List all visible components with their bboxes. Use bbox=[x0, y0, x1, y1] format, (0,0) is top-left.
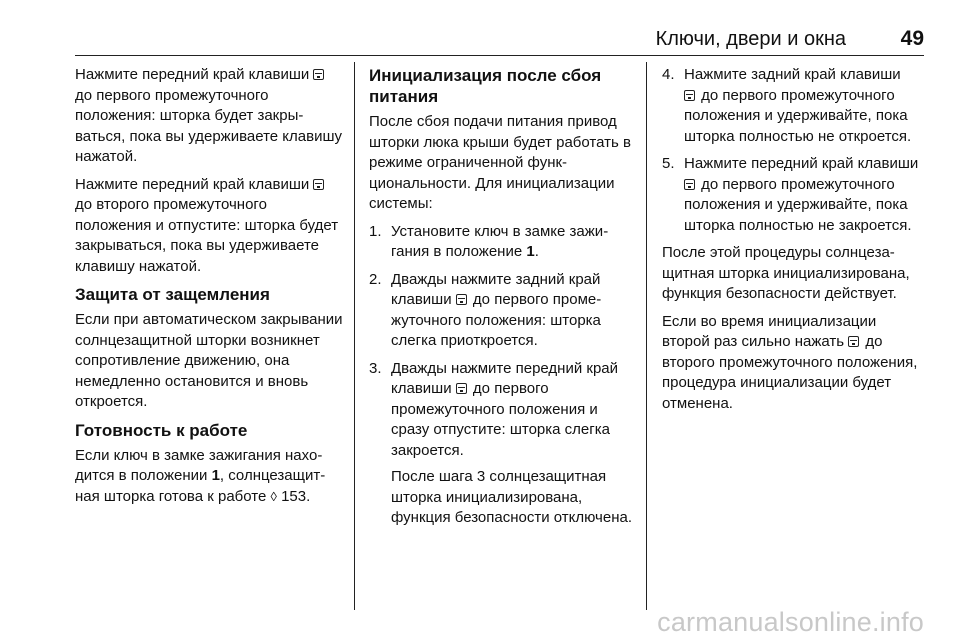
sunshade-switch-icon bbox=[456, 383, 467, 394]
step-note: После шага 3 солнцезащитная шторка инициализирована, функция безопасности отключена. bbox=[391, 468, 633, 526]
list-item: 1. Установите ключ в замке зажигания в положение 1. bbox=[369, 222, 609, 260]
column-divider-2 bbox=[646, 62, 647, 610]
initialization-steps-continued bbox=[662, 65, 928, 236]
initialization-steps bbox=[369, 222, 633, 529]
column-divider-1 bbox=[354, 62, 355, 610]
paragraph-after-procedure: После этой процедуры солнцезащитная шторка инициализирована, функция безопасности действует. bbox=[662, 244, 910, 302]
page-header bbox=[75, 28, 924, 50]
page-reference-icon: ◊ bbox=[270, 488, 277, 504]
sunshade-switch-icon bbox=[313, 69, 324, 80]
header-rule bbox=[75, 55, 924, 56]
paragraph-close-intermediate: Нажмите передний край клавиши до первого промежуточного положения: шторка будет закрываться, пока вы удерживаете клавишу нажатой. bbox=[75, 66, 342, 165]
paragraph-close-second: Нажмите передний край клавиши до второго промежуточного положения и отпустите: шторка будет закрываться, пока вы удерживаете клавишу нажатой. bbox=[75, 175, 339, 275]
paragraph-pinch-protection: Если при автоматическом закрывании солнцезащитной шторки возникнет сопротивление движению, она немедленно остановится и вновь откроется. bbox=[75, 311, 343, 410]
page-reference-link[interactable]: 153. bbox=[276, 487, 311, 505]
paragraph-cancel-initialization: Если во время инициализации второй раз сильно нажать до второго промежуточного положения, процедура инициализации будет отменена. bbox=[662, 312, 918, 412]
sunshade-switch-icon bbox=[456, 294, 467, 305]
paragraph-readiness: Если ключ в замке зажигания находится в положении 1, солнцезащитная шторка готова к работе ◊ 153. bbox=[75, 446, 326, 505]
watermark: carmanualsonline.info bbox=[657, 607, 924, 637]
heading-readiness: Готовность к работе bbox=[75, 420, 248, 440]
chapter-title: Ключи, двери и окна bbox=[655, 28, 846, 50]
list-item: 4. Нажмите задний край клавиши до первого промежуточного положения и удерживайте, пока шторка полностью не откроется. bbox=[662, 66, 912, 145]
list-item: 2. Дважды нажмите задний край клавиши до первого промежуточного положения: шторка слегка приоткроется. bbox=[369, 270, 602, 349]
column-2 bbox=[369, 65, 633, 536]
sunshade-switch-icon bbox=[684, 179, 695, 190]
list-item: 3. Дважды нажмите передний край клавиши до первого промежуточного положения и сразу отпустите: шторка слегка закроется. После шага 3 солнцезащитная шторка инициализирована, функция безопасности отключена. bbox=[369, 359, 633, 529]
list-item: 5. Нажмите передний край клавиши до первого промежуточного положения и удерживайте, пока шторка полностью не закроется. bbox=[662, 155, 919, 234]
heading-initialization: Инициализация после сбоя питания bbox=[369, 66, 602, 106]
sunshade-switch-icon bbox=[684, 90, 695, 101]
column-1 bbox=[75, 65, 343, 514]
heading-pinch-protection: Защита от защемления bbox=[75, 285, 270, 304]
column-3 bbox=[662, 65, 928, 421]
paragraph-initialization-intro: После сбоя подачи питания привод шторки люка крыши будет работать в режиме ограниченной функциональности. Для инициализации системы: bbox=[369, 113, 631, 212]
sunshade-switch-icon bbox=[313, 179, 324, 190]
sunshade-switch-icon bbox=[848, 336, 859, 347]
page-number: 49 bbox=[900, 27, 924, 50]
